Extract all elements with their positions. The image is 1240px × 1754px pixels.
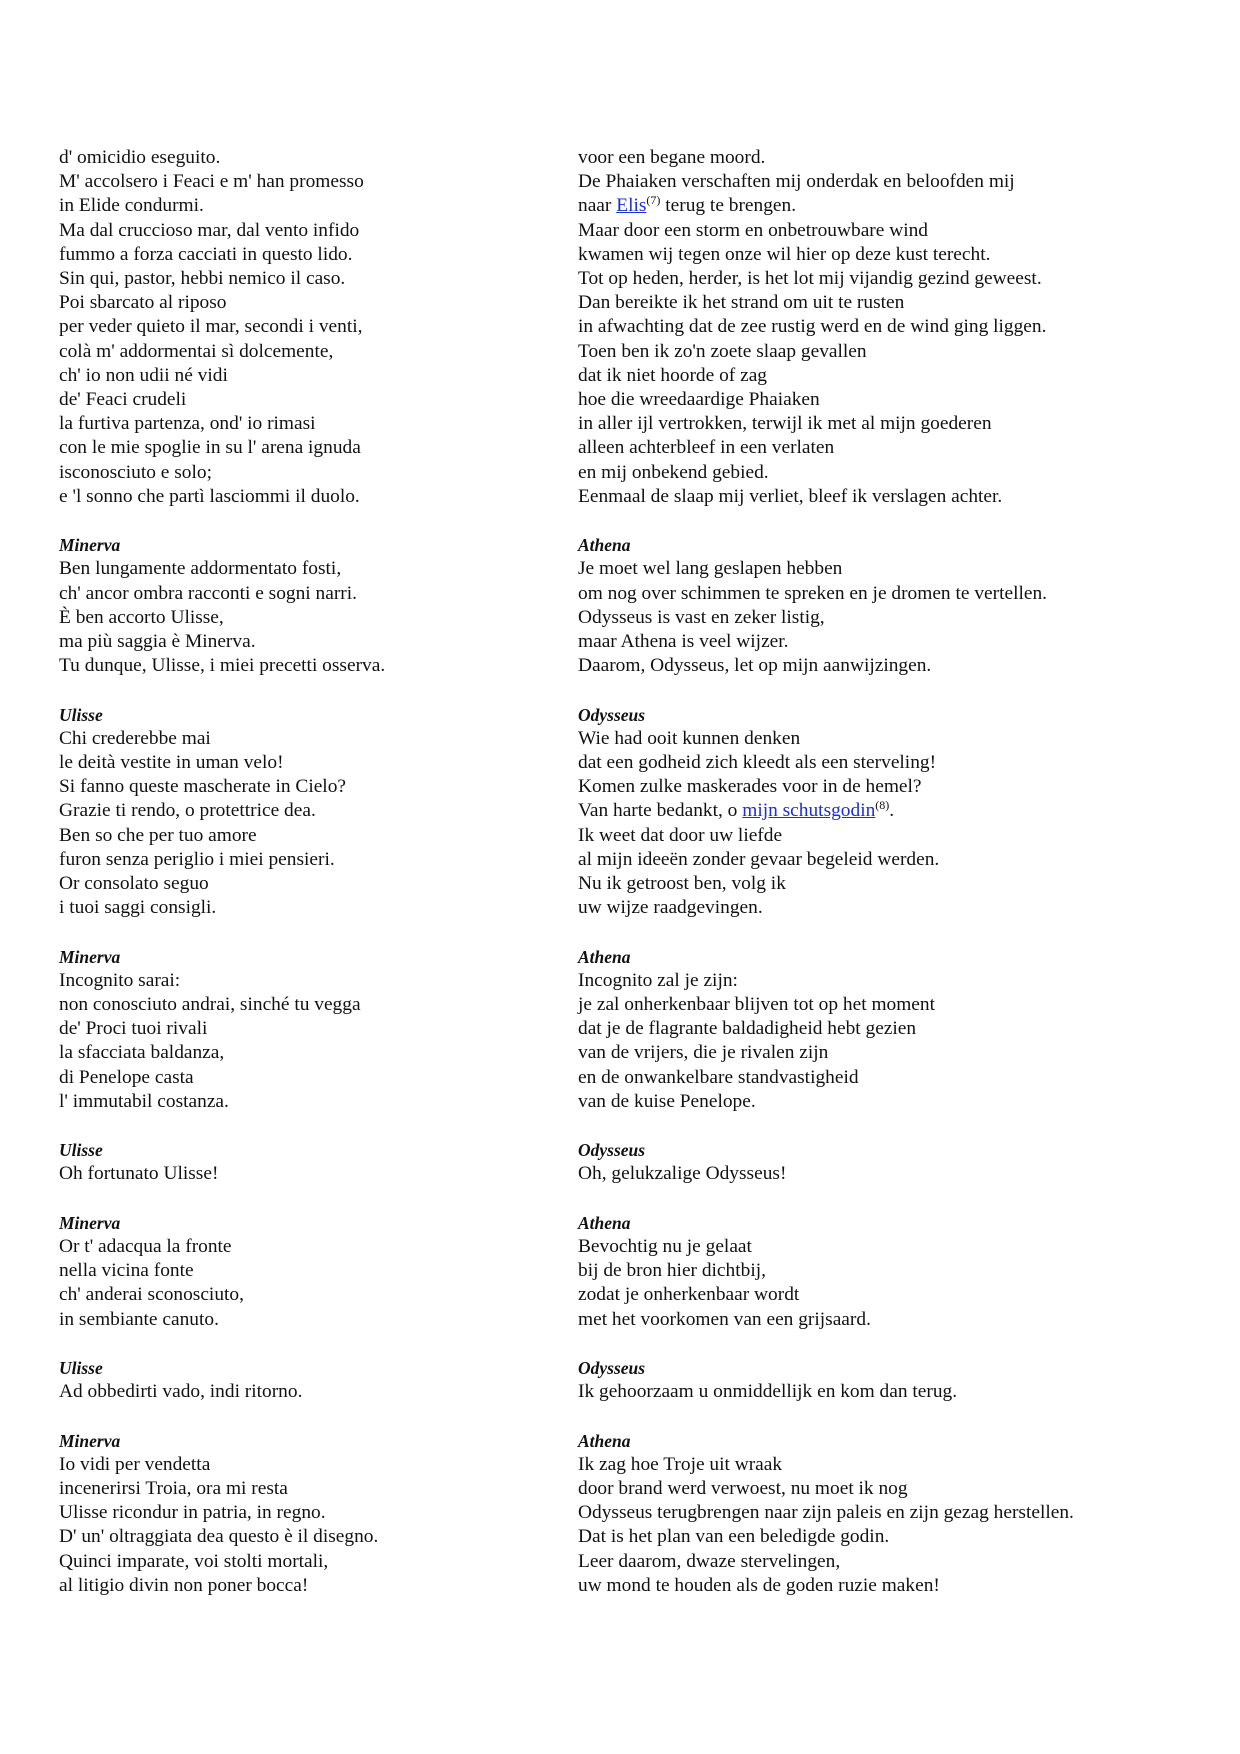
- italian-verse-line: in sembiante canuto.: [59, 1308, 219, 1330]
- dutch-verse-line: Dan bereikte ik het strand om uit te rusten: [578, 292, 905, 314]
- italian-verse-line: de' Feaci crudeli: [59, 389, 187, 411]
- italian-verse-line: Poi sbarcato al riposo: [59, 292, 227, 314]
- italian-verse-line: per veder quieto il mar, secondi i venti,: [59, 316, 363, 338]
- italian-verse-line: d' omicidio eseguito.: [59, 147, 221, 168]
- italian-verse-line: la furtiva partenza, ond' io rimasi: [59, 413, 316, 435]
- italian-verse-line: la sfacciata baldanza,: [59, 1042, 225, 1064]
- italian-verse-line: Ben so che per tuo amore: [59, 824, 257, 846]
- italian-speaker: Minerva: [59, 946, 121, 967]
- italian-verse-line: Quinci imparate, voi stolti mortali,: [59, 1550, 329, 1572]
- dutch-block: [578, 945, 1198, 1114]
- italian-verse-line: l' immutabil costanza.: [59, 1090, 229, 1112]
- italian-block: [59, 1429, 559, 1598]
- italian-speaker: Ulisse: [59, 1140, 103, 1161]
- dutch-verse-line: om nog over schimmen te spreken en je dromen te vertellen.: [578, 582, 1047, 604]
- italian-verse-line: isconosciuto e solo;: [59, 461, 212, 483]
- italian-speaker: Ulisse: [59, 704, 103, 725]
- dutch-verse-line: uw wijze raadgevingen.: [578, 897, 763, 919]
- dutch-verse-line: van de vrijers, die je rivalen zijn: [578, 1042, 829, 1064]
- italian-verse-line: Incognito sarai:: [59, 969, 181, 991]
- italian-verse-line: le deità vestite in uman velo!: [59, 752, 284, 774]
- dutch-speaker: Odysseus: [578, 1358, 646, 1379]
- italian-verse-line: Ben lungamente addormentato fosti,: [59, 558, 342, 580]
- dutch-block: [578, 1429, 1198, 1598]
- italian-verse-line: Oh fortunato Ulisse!: [59, 1163, 219, 1185]
- footnote-link[interactable]: Elis: [616, 195, 647, 217]
- dutch-speaker: Odysseus: [578, 1140, 646, 1161]
- dutch-verse-line: dat ik niet hoorde of zag: [578, 364, 767, 386]
- dutch-verse-line: uw mond te houden als de goden ruzie maken!: [578, 1574, 940, 1596]
- italian-block: [59, 1356, 559, 1404]
- dutch-verse-line: Maar door een storm en onbetrouwbare wind: [578, 219, 928, 241]
- dutch-verse-line: kwamen wij tegen onze wil hier op deze kust terecht.: [578, 243, 991, 265]
- italian-verse-line: D' un' oltraggiata dea questo è il disegno.: [59, 1526, 379, 1548]
- italian-verse-line: Io vidi per vendetta: [59, 1453, 211, 1475]
- italian-verse-line: de' Proci tuoi rivali: [59, 1018, 208, 1040]
- italian-verse-line: ma più saggia è Minerva.: [59, 631, 256, 653]
- italian-block: [59, 1138, 559, 1186]
- italian-speaker: Minerva: [59, 1430, 121, 1451]
- italian-speaker: Ulisse: [59, 1358, 103, 1379]
- italian-verse-line: Sin qui, pastor, hebbi nemico il caso.: [59, 268, 346, 290]
- dutch-verse-line: bij de bron hier dichtbij,: [578, 1260, 766, 1282]
- italian-verse-line: Or t' adacqua la fronte: [59, 1236, 232, 1258]
- dutch-speaker: Athena: [578, 1212, 631, 1233]
- dutch-verse-line: Tot op heden, herder, is het lot mij vijandig gezind geweest.: [578, 268, 1042, 290]
- line-text: terug te brengen.: [660, 195, 797, 217]
- dutch-verse-line: Eenmaal de slaap mij verliet, bleef ik verslagen achter.: [578, 485, 1003, 507]
- dutch-verse-line: Ik weet dat door uw liefde: [578, 824, 783, 846]
- dutch-speaker: Athena: [578, 1430, 631, 1451]
- italian-verse-line: di Penelope casta: [59, 1066, 194, 1088]
- footnote-link[interactable]: mijn schutsgodin: [742, 800, 876, 822]
- italian-verse-line: e 'l sonno che partì lasciommi il duolo.: [59, 485, 360, 507]
- dutch-verse-line: van de kuise Penelope.: [578, 1090, 756, 1112]
- dutch-verse-line: je zal onherkenbaar blijven tot op het moment: [578, 994, 935, 1016]
- dutch-verse-line: al mijn ideeën zonder gevaar begeleid werden.: [578, 848, 940, 870]
- dutch-verse-line: De Phaiaken verschaften mij onderdak en beloofden mij: [578, 171, 1015, 193]
- dutch-block: [578, 533, 1198, 678]
- line-text: Van harte bedankt, o: [578, 800, 743, 822]
- italian-verse-line: nella vicina fonte: [59, 1260, 194, 1282]
- italian-speaker: Minerva: [59, 1212, 121, 1233]
- line-text: .: [889, 800, 895, 822]
- italian-verse-line: Ulisse ricondur in patria, in regno.: [59, 1502, 326, 1524]
- italian-verse-line: incenerirsi Troia, ora mi resta: [59, 1478, 288, 1500]
- dutch-verse-line: Bevochtig nu je gelaat: [578, 1236, 752, 1258]
- italian-verse-line: in Elide condurmi.: [59, 195, 204, 217]
- italian-verse-line: M' accolsero i Feaci e m' han promesso: [59, 171, 364, 193]
- dutch-block: [578, 703, 1198, 921]
- italian-verse-line: Si fanno queste mascherate in Cielo?: [59, 776, 346, 798]
- italian-verse-line: Ma dal cruccioso mar, dal vento infido: [59, 219, 360, 241]
- italian-verse-line: i tuoi saggi consigli.: [59, 897, 217, 919]
- dutch-verse-line: Daarom, Odysseus, let op mijn aanwijzingen.: [578, 655, 932, 677]
- italian-verse-line: ch' ancor ombra racconti e sogni narri.: [59, 582, 357, 604]
- italian-block: [59, 146, 559, 509]
- italian-block: [59, 1211, 559, 1332]
- dutch-speaker: Odysseus: [578, 704, 646, 725]
- dutch-verse-line: Ik zag hoe Troje uit wraak: [578, 1453, 783, 1475]
- dutch-verse-line: Komen zulke maskerades voor in de hemel?: [578, 776, 922, 798]
- italian-block: [59, 703, 559, 921]
- italian-block: [59, 945, 559, 1114]
- footnote-number: (7): [646, 193, 661, 208]
- dutch-verse-line: zodat je onherkenbaar wordt: [578, 1284, 800, 1306]
- italian-verse-line: ch' io non udii né vidi: [59, 364, 228, 386]
- dutch-verse-line: dat een godheid zich kleedt als een sterveling!: [578, 752, 937, 774]
- footnote-number: (8): [875, 798, 890, 813]
- italian-verse-line: al litigio divin non poner bocca!: [59, 1574, 309, 1596]
- dutch-verse-line: in aller ijl vertrokken, terwijl ik met al mijn goederen: [578, 413, 992, 435]
- dutch-verse-line: door brand werd verwoest, nu moet ik nog: [578, 1478, 908, 1500]
- dutch-verse-line: Nu ik getroost ben, volg ik: [578, 873, 786, 895]
- dutch-verse-line: in afwachting dat de zee rustig werd en de wind ging liggen.: [578, 316, 1047, 338]
- dutch-block: [578, 1356, 1198, 1404]
- dutch-column: [578, 146, 1198, 1622]
- dutch-verse-line: Ik gehoorzaam u onmiddellijk en kom dan terug.: [578, 1381, 958, 1403]
- italian-verse-line: con le mie spoglie in su l' arena ignuda: [59, 437, 361, 459]
- italian-speaker: Minerva: [59, 535, 121, 556]
- line-text: naar: [578, 195, 617, 217]
- dutch-verse-line: Je moet wel lang geslapen hebben: [578, 558, 843, 580]
- dutch-verse-line: Toen ben ik zo'n zoete slaap gevallen: [578, 340, 867, 362]
- dutch-block: [578, 1211, 1198, 1332]
- italian-verse-line: Grazie ti rendo, o protettrice dea.: [59, 800, 316, 822]
- dutch-verse-line: [578, 194, 1198, 218]
- italian-verse-line: non conosciuto andrai, sinché tu vegga: [59, 994, 361, 1016]
- italian-verse-line: È ben accorto Ulisse,: [59, 606, 224, 628]
- italian-verse-line: Ad obbedirti vado, indi ritorno.: [59, 1381, 303, 1403]
- dutch-verse-line: hoe die wreedaardige Phaiaken: [578, 389, 820, 411]
- dutch-verse-line: met het voorkomen van een grijsaard.: [578, 1308, 871, 1330]
- dutch-verse-line: en mij onbekend gebied.: [578, 461, 769, 483]
- dutch-verse-line: Incognito zal je zijn:: [578, 969, 738, 991]
- dutch-verse-line: maar Athena is veel wijzer.: [578, 631, 789, 653]
- italian-verse-line: ch' anderai sconosciuto,: [59, 1284, 244, 1306]
- italian-verse-line: Tu dunque, Ulisse, i miei precetti osserva.: [59, 655, 386, 677]
- dutch-verse-line: Wie had ooit kunnen denken: [578, 727, 801, 749]
- italian-verse-line: Or consolato seguo: [59, 873, 209, 895]
- italian-verse-line: fummo a forza cacciati in questo lido.: [59, 243, 353, 265]
- dutch-verse-line: alleen achterbleef in een verlaten: [578, 437, 835, 459]
- dutch-verse-line: [578, 799, 1198, 823]
- dutch-verse-line: Odysseus is vast en zeker listig,: [578, 606, 825, 628]
- dutch-verse-line: dat je de flagrante baldadigheid hebt gezien: [578, 1018, 917, 1040]
- dutch-verse-line: Dat is het plan van een beledigde godin.: [578, 1526, 890, 1548]
- italian-verse-line: furon senza periglio i miei pensieri.: [59, 848, 335, 870]
- dutch-block: [578, 1138, 1198, 1186]
- dutch-block: [578, 146, 1198, 509]
- italian-verse-line: Chi crederebbe mai: [59, 727, 211, 749]
- dutch-verse-line: Leer daarom, dwaze stervelingen,: [578, 1550, 841, 1572]
- dutch-verse-line: voor een begane moord.: [578, 147, 766, 168]
- italian-verse-line: colà m' addormentai sì dolcemente,: [59, 340, 334, 362]
- dutch-verse-line: en de onwankelbare standvastigheid: [578, 1066, 859, 1088]
- italian-block: [59, 533, 559, 678]
- dutch-verse-line: Oh, gelukzalige Odysseus!: [578, 1163, 787, 1185]
- dutch-speaker: Athena: [578, 946, 631, 967]
- italian-column: [59, 146, 559, 1622]
- dutch-speaker: Athena: [578, 535, 631, 556]
- dutch-verse-line: Odysseus terugbrengen naar zijn paleis en zijn gezag herstellen.: [578, 1502, 1074, 1524]
